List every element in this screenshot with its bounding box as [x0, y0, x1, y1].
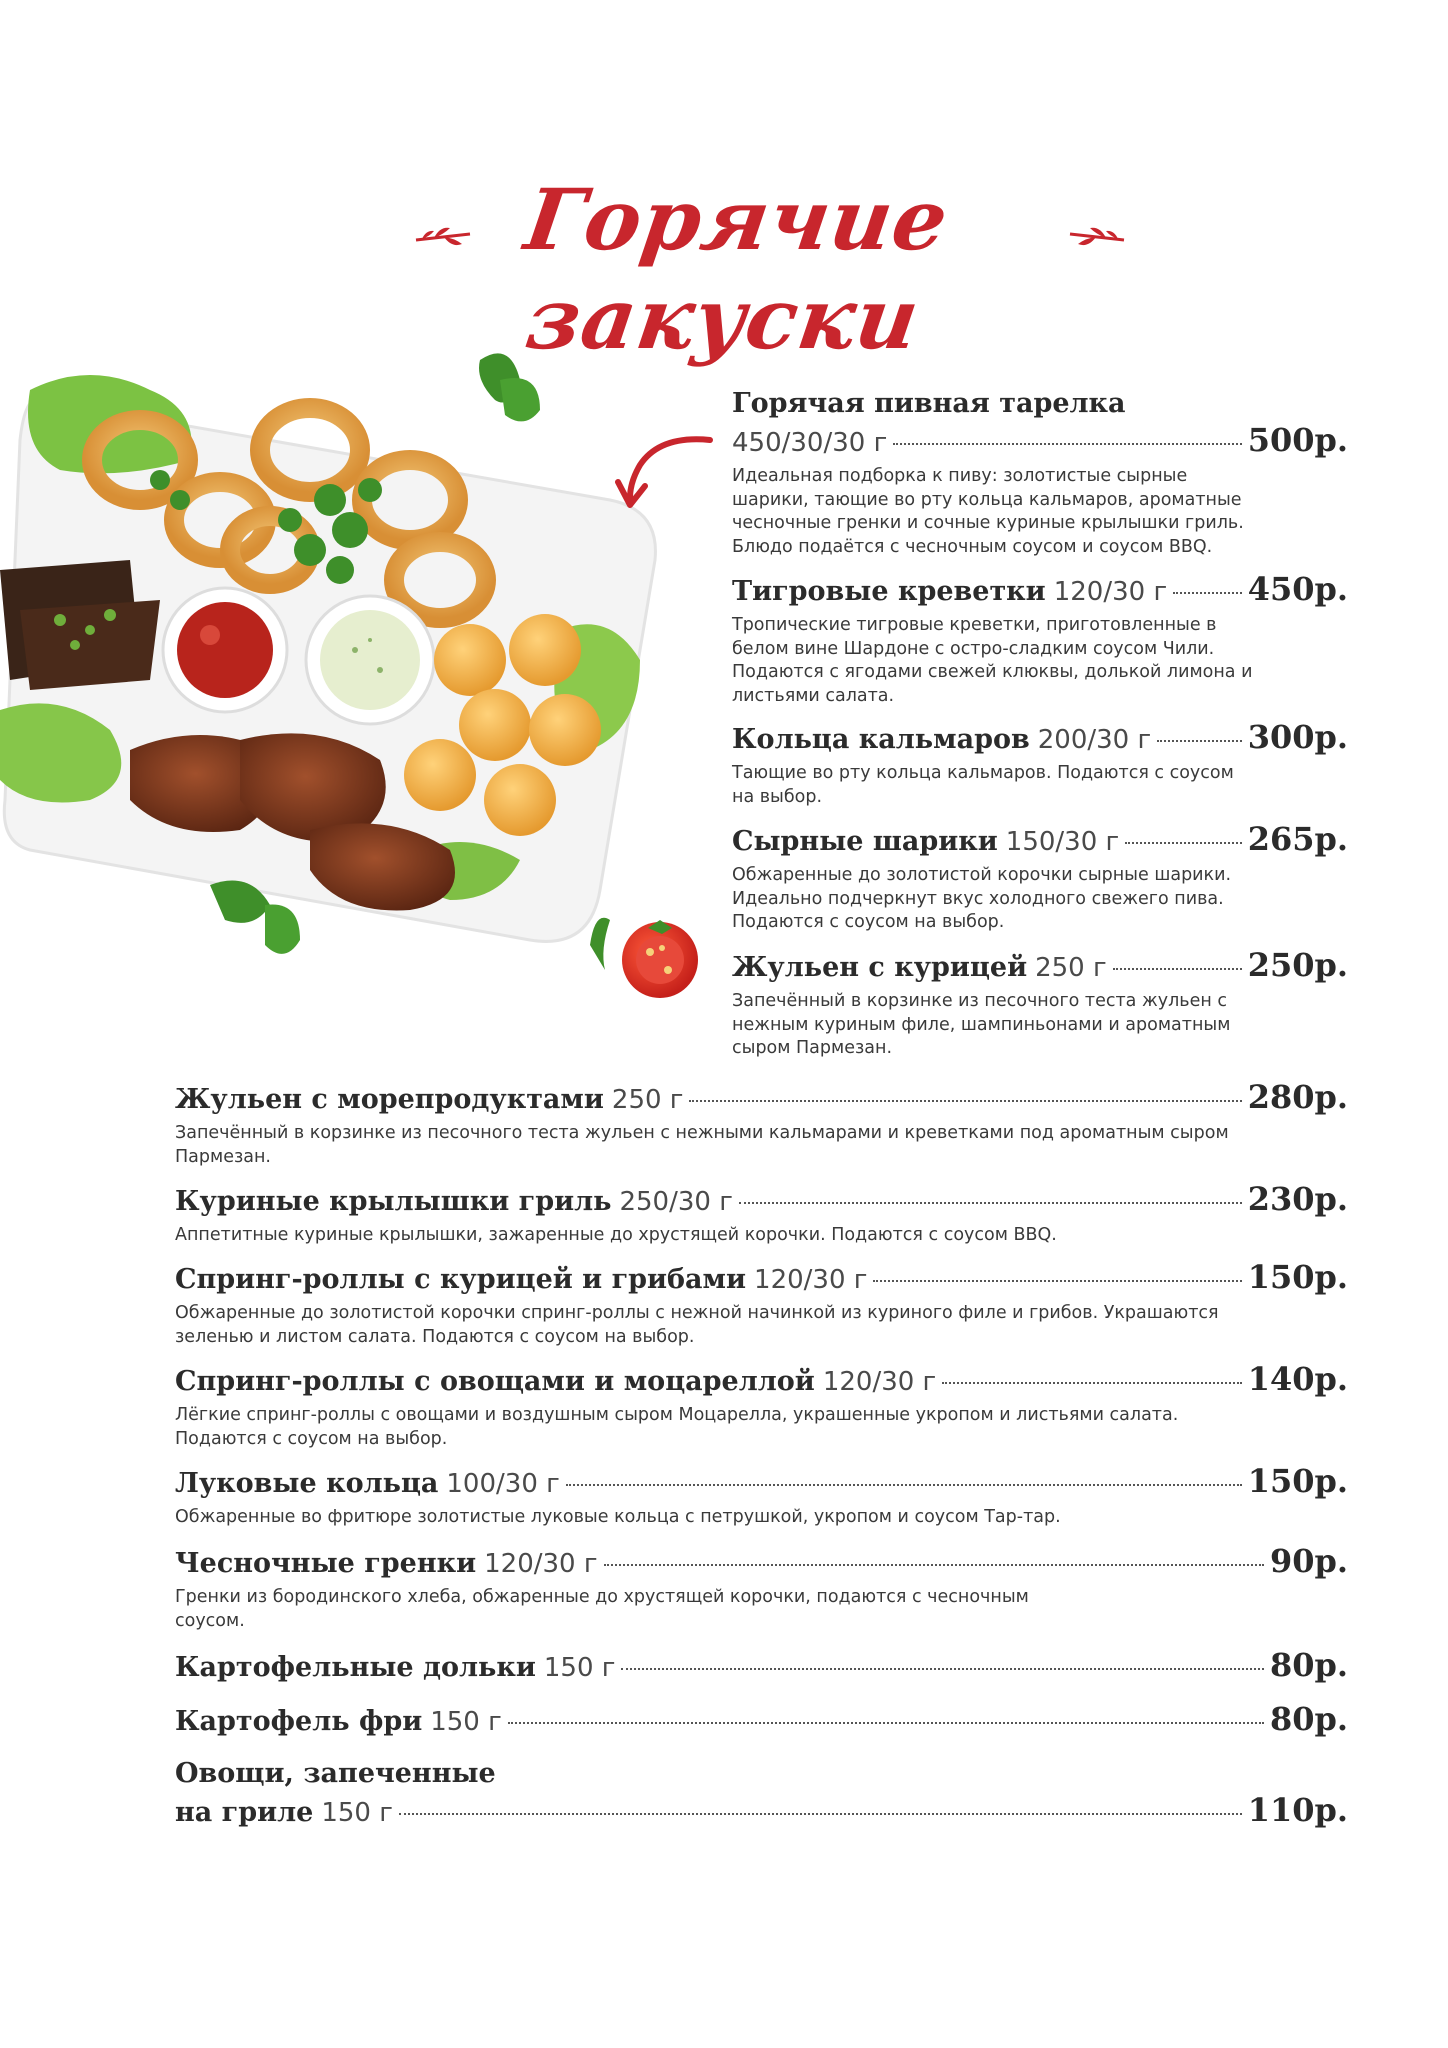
item-price: 265р.	[1247, 820, 1348, 858]
menu-item-garlic-croutons	[175, 1542, 1348, 1633]
leader-dots	[689, 1100, 1241, 1102]
menu-item-seafood-julienne	[175, 1078, 1348, 1169]
menu-item-calamari-rings	[732, 718, 1348, 809]
item-description: Запечённый в корзинке из песочного теста жульен с нежными кальмарами и креветками под ароматным сыром Пармезан.	[175, 1123, 1229, 1167]
item-weight: 120/30 г	[754, 1265, 868, 1295]
item-name: Жульен с морепродуктами	[175, 1084, 604, 1115]
sprig-right-icon	[1066, 222, 1126, 252]
menu-header	[0, 160, 1448, 368]
item-name: Картофельные дольки	[175, 1652, 536, 1683]
item-name: Спринг-роллы с курицей и грибами	[175, 1264, 747, 1295]
leader-dots	[566, 1484, 1242, 1486]
leader-dots	[508, 1722, 1264, 1724]
menu-item-cheese-balls	[732, 820, 1348, 935]
item-weight: 150 г	[321, 1798, 393, 1828]
leader-dots	[1173, 592, 1242, 594]
item-description: Гренки из бородинского хлеба, обжаренные до хрустящей корочки, подаются с чесночным соусом.	[175, 1587, 1029, 1631]
item-weight: 120/30 г	[1053, 577, 1168, 607]
item-price: 80р.	[1269, 1646, 1348, 1684]
item-price: 230р.	[1247, 1180, 1348, 1218]
item-price: 450р.	[1247, 570, 1348, 608]
item-description: Тропические тигровые креветки, приготовленные в белом вине Шардоне с остро-сладким соусом Чили. Подаются с ягодами свежей клюквы, долькой лимона и листьями салата.	[732, 615, 1253, 706]
leader-dots	[1125, 842, 1242, 844]
item-weight: 120/30 г	[484, 1549, 598, 1579]
item-description: Обжаренные до золотистой корочки спринг-роллы с нежной начинкой из куриного филе и грибов. Украшаются зеленью и листом салата. Подаются с соусом на выбор.	[175, 1303, 1219, 1347]
item-price: 90р.	[1269, 1542, 1348, 1580]
menu-item-spring-rolls-veg	[175, 1360, 1348, 1451]
page-title: Горячие закуски	[519, 170, 955, 368]
beer-platter-photo	[0, 330, 720, 1010]
item-weight: 150/30 г	[1005, 827, 1120, 857]
item-name: Луковые кольца	[175, 1468, 439, 1499]
item-name: Спринг-роллы с овощами и моцареллой	[175, 1366, 815, 1397]
item-price: 80р.	[1269, 1700, 1348, 1738]
item-description: Обжаренные до золотистой корочки сырные шарики. Идеально подчеркнут вкус холодного свежего пива. Подаются с соусом на выбор.	[732, 865, 1232, 932]
leader-dots	[399, 1813, 1242, 1815]
item-price: 500р.	[1247, 421, 1348, 459]
item-price: 110р.	[1247, 1791, 1348, 1829]
menu-item-tiger-prawns	[732, 570, 1348, 708]
menu-item-onion-rings	[175, 1462, 1348, 1530]
leader-dots	[621, 1668, 1264, 1670]
menu-item-potato-wedges	[175, 1646, 1348, 1684]
item-weight: 250 г	[1035, 953, 1107, 983]
menu-item-spring-rolls-chicken	[175, 1258, 1348, 1349]
leader-dots	[739, 1202, 1242, 1204]
leader-dots	[873, 1280, 1241, 1282]
item-name-line1: Овощи, запеченные	[175, 1758, 496, 1789]
item-name: Жульен с курицей	[732, 952, 1028, 983]
item-description: Тающие во рту кольца кальмаров. Подаются с соусом на выбор.	[732, 763, 1234, 807]
item-description: Обжаренные во фритюре золотистые луковые кольца с петрушкой, укропом и соусом Тар-тар.	[175, 1507, 1061, 1527]
item-description: Запечённый в корзинке из песочного теста жульен с нежным куриным филе, шампиньонами и ароматным сыром Пармезан.	[732, 991, 1231, 1058]
leader-dots	[942, 1382, 1241, 1384]
item-weight: 100/30 г	[446, 1469, 560, 1499]
item-price: 250р.	[1247, 946, 1348, 984]
item-name: Горячая пивная тарелка	[732, 388, 1126, 419]
item-weight: 450/30/30 г	[732, 428, 888, 458]
item-weight: 250/30 г	[619, 1187, 733, 1217]
item-name-line2: на гриле	[175, 1797, 314, 1828]
item-name: Сырные шарики	[732, 826, 998, 857]
menu-item-grilled-vegetables	[175, 1758, 1348, 1829]
menu-item-grilled-wings	[175, 1180, 1348, 1248]
item-description: Идеальная подборка к пиву: золотистые сырные шарики, тающие во рту кольца кальмаров, ароматные чесночные гренки и сочные куриные крылышки гриль. Блюдо подаётся с чесночным соусом и соусом BBQ.	[732, 466, 1244, 557]
item-name: Чесночные гренки	[175, 1548, 477, 1579]
item-name: Тигровые креветки	[732, 576, 1046, 607]
item-price: 300р.	[1247, 718, 1348, 756]
item-description: Лёгкие спринг-роллы с овощами и воздушным сыром Моцарелла, украшенные укропом и листьями салата. Подаются с соусом на выбор.	[175, 1405, 1179, 1449]
leader-dots	[1113, 968, 1242, 970]
item-weight: 250 г	[611, 1085, 684, 1115]
menu-item-chicken-julienne	[732, 946, 1348, 1061]
item-price: 280р.	[1247, 1078, 1348, 1116]
leader-dots	[893, 443, 1241, 445]
menu-item-french-fries	[175, 1700, 1348, 1738]
leader-dots	[604, 1564, 1264, 1566]
item-price: 140р.	[1247, 1360, 1348, 1398]
item-weight: 150 г	[543, 1653, 616, 1683]
item-weight: 200/30 г	[1037, 725, 1152, 755]
item-name: Кольца кальмаров	[732, 724, 1030, 755]
item-name: Куриные крылышки гриль	[175, 1186, 612, 1217]
item-price: 150р.	[1247, 1462, 1348, 1500]
item-name: Картофель фри	[175, 1706, 423, 1737]
item-weight: 150 г	[430, 1707, 502, 1737]
item-price: 150р.	[1247, 1258, 1348, 1296]
leader-dots	[1157, 740, 1242, 742]
item-weight: 120/30 г	[822, 1367, 937, 1397]
menu-item-beer-platter	[732, 388, 1348, 559]
item-description: Аппетитные куриные крылышки, зажаренные до хрустящей корочки. Подаются с соусом BBQ.	[175, 1225, 1057, 1245]
